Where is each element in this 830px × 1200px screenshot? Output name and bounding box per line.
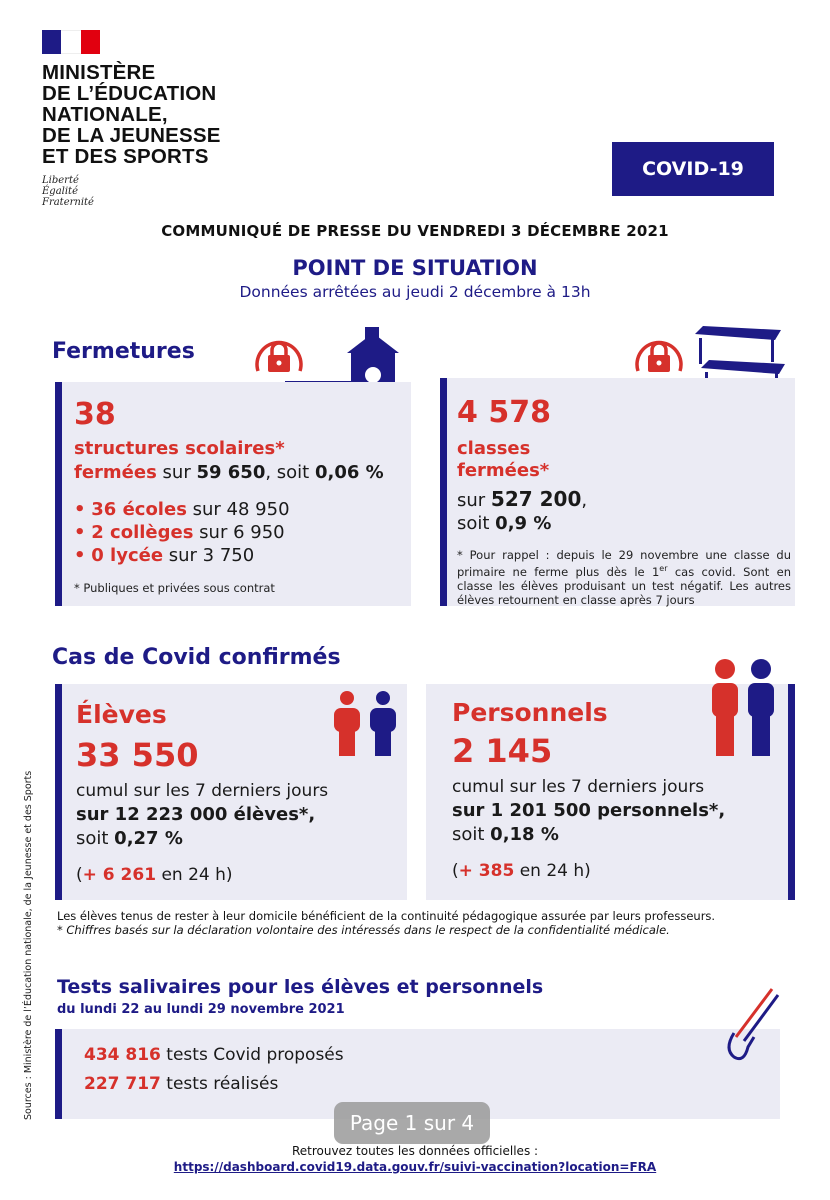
eleves-number: 33 550 [76,736,199,774]
fermetures-title: Fermetures [52,339,195,364]
classes-number: 4 578 [457,395,551,430]
personnels-label: Personnels [452,698,608,727]
covid-badge: COVID-19 [612,142,774,196]
structures-note: * Publiques et privées sous contrat [74,581,275,595]
structures-breakdown [74,498,290,567]
sources-note: Sources : Ministère de l’Éducation nationale, de la Jeunesse et des Sports [23,770,34,1120]
tests-title: Tests salivaires pour les élèves et personnels [57,976,544,998]
classes-closed-label: fermées* [457,460,550,481]
point-title: POINT DE SITUATION [292,256,538,280]
personnels-number: 2 145 [452,732,553,770]
classes-note: * Pour rappel : depuis le 29 novembre une classe du primaire ne ferme plus dès le 1er cas covid. Sont en classe les élèves produisant un test négatif. Les autres élèves retournent en classe après 7 jours [457,548,792,607]
cas-title: Cas de Covid confirmés [52,645,341,670]
structures-number: 38 [74,397,116,432]
eleves-pct: soit 0,27 % [76,828,183,849]
continuity-note: Les élèves tenus de rester à leur domicile bénéficient de la continuité pédagogique assurée par leurs professeurs. [57,909,716,923]
marianne-flag-icon [42,30,100,54]
ministry-logo [42,30,232,208]
ministry-name: MINISTÈRE DE L’ÉDUCATION NATIONALE, DE LA JEUNESSE ET DES SPORTS [42,61,221,168]
classes-total: sur 527 200, [457,487,588,511]
personnels-cumul: cumul sur les 7 derniers jours [452,777,705,797]
classes-pct: soit 0,9 % [457,513,552,534]
personnels-pct: soit 0,18 % [452,824,559,845]
list-item: • 2 collèges sur 6 950 [74,522,285,543]
structures-total-line: fermées sur 59 650, soit 0,06 % [74,462,384,483]
tests-realises: 227 717 tests réalisés [84,1074,279,1094]
eleves-delta: (+ 6 261 en 24 h) [76,865,233,885]
staff-icon [708,658,778,758]
page-indicator: Page 1 sur 4 [334,1102,490,1144]
classes-label: classes [457,438,531,459]
eleves-total: sur 12 223 000 élèves*, [76,804,316,825]
structures-label: structures scolaires* [74,438,285,459]
structures-panel [55,382,411,606]
list-item: • 0 lycée sur 3 750 [74,545,255,566]
footer-text: Retrouvez toutes les données officielles : [291,1144,539,1158]
eleves-label: Élèves [76,700,167,729]
tests-subtitle: du lundi 22 au lundi 29 novembre 2021 [57,1002,345,1017]
point-subtitle: Données arrêtées au jeudi 2 décembre à 13h [239,283,591,301]
personnels-total: sur 1 201 500 personnels*, [452,800,726,821]
classes-panel [440,378,795,606]
students-icon [330,690,400,758]
tests-proposes: 434 816 tests Covid proposés [84,1045,344,1065]
devise: Liberté Égalité Fraternité [42,175,94,208]
declaration-note: * Chiffres basés sur la déclaration volontaire des intéressés dans le respect de la confidentialité médicale. [57,923,670,937]
personnels-delta: (+ 385 en 24 h) [452,861,591,881]
footer-link[interactable]: https://dashboard.covid19.data.gouv.fr/suivi-vaccination?location=FRA [173,1160,657,1174]
eleves-cumul: cumul sur les 7 derniers jours [76,781,329,801]
swab-icon [720,985,780,1065]
press-release-title: COMMUNIQUÉ DE PRESSE DU VENDREDI 3 DÉCEMBRE 2021 [161,222,669,240]
list-item: • 36 écoles sur 48 950 [74,499,290,520]
